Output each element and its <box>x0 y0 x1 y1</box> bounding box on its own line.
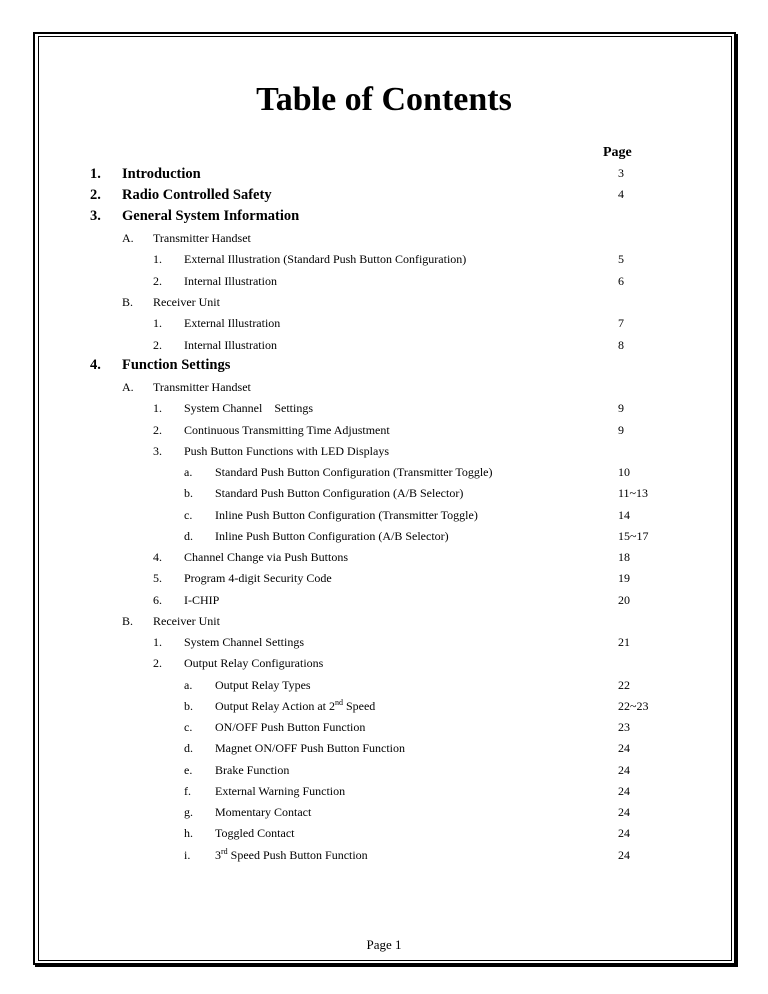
toc-entry-label-text: Output Relay Action at 2 <box>215 699 335 713</box>
toc-entry-page: 8 <box>618 338 624 352</box>
toc-entry[interactable] <box>0 678 768 698</box>
toc-entry-number: 5. <box>153 571 162 585</box>
toc-entry[interactable] <box>0 635 768 655</box>
toc-entry[interactable] <box>0 614 768 634</box>
toc-entry-number: e. <box>184 763 193 777</box>
toc-entry-number: 3. <box>153 444 162 458</box>
toc-entry-number: 1. <box>153 635 162 649</box>
toc-entry-label: Channel Change via Push Buttons <box>184 550 348 564</box>
toc-entry-label: Standard Push Button Configuration (A/B Selector) <box>215 486 464 500</box>
toc-entry[interactable] <box>0 231 768 251</box>
toc-entry-label: Magnet ON/OFF Push Button Function <box>215 741 406 755</box>
toc-entry-number: 1. <box>153 401 162 415</box>
toc-entry-number: 1. <box>153 316 162 330</box>
toc-entry[interactable] <box>0 187 768 207</box>
toc-entry-number: a. <box>184 678 193 692</box>
toc-entry-page: 23 <box>618 720 630 734</box>
toc-entry[interactable] <box>0 208 768 228</box>
toc-entry-label: Inline Push Button Configuration (Transmitter Toggle) <box>215 508 478 522</box>
toc-entry[interactable] <box>0 550 768 570</box>
toc-entry-page: 9 <box>618 423 624 437</box>
toc-entry-label: Brake Function <box>215 763 290 777</box>
toc-entry-label: Standard Push Button Configuration (Transmitter Toggle) <box>215 465 493 479</box>
toc-entry-label: Output Relay Configurations <box>184 656 324 670</box>
toc-entry-page: 4 <box>618 187 624 201</box>
toc-entry-label-superscript: nd <box>334 698 343 707</box>
toc-entry[interactable] <box>0 784 768 804</box>
toc-entry[interactable] <box>0 274 768 294</box>
toc-entry-number: 2. <box>90 187 101 203</box>
toc-entry-page: 24 <box>618 763 630 777</box>
toc-entry-label: Momentary Contact <box>215 805 312 819</box>
toc-entry-label <box>215 699 375 714</box>
toc-entry[interactable] <box>0 380 768 400</box>
toc-entry-label-text: Speed <box>342 699 376 713</box>
toc-entry-label: System Channel Settings <box>184 635 304 649</box>
toc-entry-page: 20 <box>618 593 630 607</box>
toc-entry-number: B. <box>122 614 134 628</box>
toc-entry-number: 2. <box>153 274 162 288</box>
toc-entry-number: A. <box>122 380 134 394</box>
toc-entry[interactable] <box>0 508 768 528</box>
toc-entry-page: 3 <box>618 166 624 180</box>
toc-entry[interactable] <box>0 316 768 336</box>
toc-entry[interactable] <box>0 444 768 464</box>
toc-entry-label: External Illustration <box>184 316 281 330</box>
toc-entry[interactable] <box>0 826 768 846</box>
toc-entry-number: 6. <box>153 593 162 607</box>
toc-entry-number: h. <box>184 826 193 840</box>
toc-entry-page: 22 <box>618 678 630 692</box>
toc-entry-page: 5 <box>618 252 624 266</box>
toc-entry[interactable] <box>0 720 768 740</box>
toc-entry-number: c. <box>184 720 193 734</box>
toc-entry[interactable] <box>0 741 768 761</box>
toc-entry-page: 6 <box>618 274 624 288</box>
toc-entry-label: Introduction <box>122 166 201 182</box>
toc-entry-label: Push Button Functions with LED Displays <box>184 444 390 458</box>
toc-entry-label: Transmitter Handset <box>153 231 251 245</box>
toc-entry-label <box>215 848 368 863</box>
toc-entry[interactable] <box>0 699 768 719</box>
toc-entry-page: 24 <box>618 784 630 798</box>
toc-entry-label: Receiver Unit <box>153 295 220 309</box>
toc-entry-label: External Warning Function <box>215 784 346 798</box>
toc-entry-number: 2. <box>153 656 162 670</box>
page-footer: Page 1 <box>366 937 402 952</box>
toc-entry[interactable] <box>0 529 768 549</box>
toc-entry[interactable] <box>0 805 768 825</box>
toc-entry-label: Internal Illustration <box>184 274 277 288</box>
toc-entry-page: 11~13 <box>618 486 649 500</box>
toc-entry[interactable] <box>0 338 768 358</box>
toc-entry-page: 15~17 <box>618 529 649 543</box>
toc-entry-label-text: 3 <box>215 848 221 862</box>
toc-entry-label: I-CHIP <box>184 593 220 607</box>
toc-entry-page: 19 <box>618 571 630 585</box>
toc-entry-number: f. <box>184 784 191 798</box>
toc-entry-label: Continuous Transmitting Time Adjustment <box>184 423 390 437</box>
toc-entry-number: 1. <box>153 252 162 266</box>
toc-entry[interactable] <box>0 848 768 868</box>
toc-entry-number: B. <box>122 295 134 309</box>
toc-entry-number: 2. <box>153 423 162 437</box>
toc-entry-page: 24 <box>618 805 630 819</box>
toc-entry[interactable] <box>0 423 768 443</box>
toc-entry-number: i. <box>184 848 191 862</box>
toc-entry-page: 24 <box>618 848 630 862</box>
toc-entry[interactable] <box>0 593 768 613</box>
toc-entry-label: System Channel Settings <box>184 401 313 415</box>
toc-entry-number: d. <box>184 529 193 543</box>
toc-entry-label: ON/OFF Push Button Function <box>215 720 366 734</box>
toc-entry-number: g. <box>184 805 193 819</box>
toc-entry[interactable] <box>0 465 768 485</box>
toc-entry-label: Radio Controlled Safety <box>122 187 272 203</box>
toc-entry[interactable] <box>0 166 768 186</box>
toc-entry[interactable] <box>0 656 768 676</box>
toc-entry-number: c. <box>184 508 193 522</box>
toc-entry-number: 4. <box>90 357 101 373</box>
toc-entry-page: 21 <box>618 635 630 649</box>
toc-entry-label: Inline Push Button Configuration (A/B Selector) <box>215 529 449 543</box>
toc-entry-number: a. <box>184 465 193 479</box>
toc-entry-page: 24 <box>618 741 630 755</box>
toc-entry-label: Toggled Contact <box>215 826 295 840</box>
toc-entry-page: 9 <box>618 401 624 415</box>
toc-entry-label: General System Information <box>122 208 300 224</box>
toc-entry[interactable] <box>0 763 768 783</box>
toc-entry-number: b. <box>184 699 193 713</box>
toc-entry-page: 7 <box>618 316 624 330</box>
toc-entry-page: 24 <box>618 826 630 840</box>
toc-entry-number: d. <box>184 741 193 755</box>
toc-entry-number: 1. <box>90 166 101 182</box>
toc-entry-label: Output Relay Types <box>215 678 311 692</box>
toc-entry-number: 4. <box>153 550 162 564</box>
toc-entry-number: 3. <box>90 208 101 224</box>
toc-entry-number: A. <box>122 231 134 245</box>
toc-entry-page: 14 <box>618 508 630 522</box>
toc-entry[interactable] <box>0 252 768 272</box>
toc-entry-label-superscript: rd <box>221 847 228 856</box>
toc-entry-label-text: Speed Push Button Function <box>227 848 368 862</box>
toc-entry-page: 18 <box>618 550 630 564</box>
toc-entry[interactable] <box>0 295 768 315</box>
toc-entry-page: 10 <box>618 465 630 479</box>
toc-entry-page: 22~23 <box>618 699 649 713</box>
toc-entry[interactable] <box>0 401 768 421</box>
toc-entry-label: Internal Illustration <box>184 338 277 352</box>
toc-entry-label: Function Settings <box>122 357 231 373</box>
toc-entry[interactable] <box>0 571 768 591</box>
toc-entry-label: External Illustration (Standard Push Button Configuration) <box>184 252 467 266</box>
page-title: Table of Contents <box>256 81 512 118</box>
toc-entry-label: Transmitter Handset <box>153 380 251 394</box>
toc-entry[interactable] <box>0 357 768 377</box>
page-border-shadow-bottom <box>35 965 738 967</box>
toc-entry-label: Program 4-digit Security Code <box>184 571 332 585</box>
page-column-header: Page <box>603 145 632 160</box>
toc-entry-number: 2. <box>153 338 162 352</box>
toc-entry[interactable] <box>0 486 768 506</box>
toc-entry-label: Receiver Unit <box>153 614 220 628</box>
toc-entry-number: b. <box>184 486 193 500</box>
